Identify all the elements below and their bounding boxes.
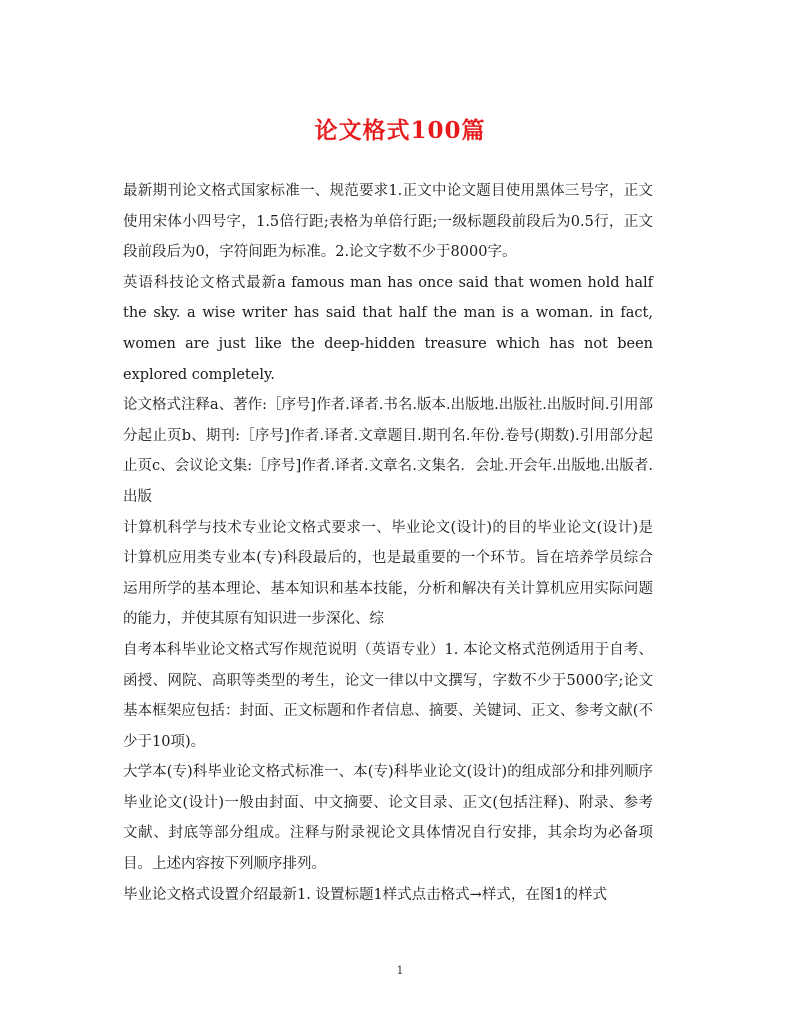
paragraph-self-study-format: 自考本科毕业论文格式写作规范说明（英语专业）1. 本论文格式范例适用于自考、函授、网院、高职等类型的考生，论文一律以中文撰写，字数不少于5000字;论文基本框架应包括：封面、正文标题和作者信息、摘要、关键词、正文、参考文献(不少于10项)。	[123, 641, 653, 750]
paragraph-cs-requirements: 计算机科学与技术专业论文格式要求一、毕业论文(设计)的目的毕业论文(设计)是计算机应用类专业本(专)科段最后的，也是最重要的一个环节。旨在培养学员综合运用所学的基本理论、基本知识和基本技能，分析和解决有关计算机应用实际问题的能力，并使其原有知识进一步深化、综	[123, 519, 653, 628]
page-number: 1	[396, 964, 404, 977]
paragraph-citation-format: 论文格式注释a、著作:［序号]作者.译者.书名.版本.出版地.出版社.出版时间.引用部分起止页b、期刊:［序号]作者.译者.文章题目.期刊名.年份.卷号(期数).引用部分起止页c、会议论文集:［序号]作者.译者.文章名.文集名．会址.开会年.出版地.出版者.出版	[123, 397, 653, 505]
paragraph-style-setup: 毕业论文格式设置介绍最新1. 设置标题1样式点击格式→样式，在图1的样式	[123, 886, 608, 903]
document-body	[123, 176, 653, 910]
paragraph-english-format: 英语科技论文格式最新a famous man has once said that women hold half the sky. a wise writer has said that half the man is a woman. in fact, women are just like the deep-hidden treasure which has not been explored completely.	[123, 274, 653, 383]
document-title: 论文格式100篇	[314, 117, 486, 144]
paragraph-journal-format: 最新期刊论文格式国家标准一、规范要求1.正文中论文题目使用黑体三号字，正文使用宋体小四号字，1.5倍行距;表格为单倍行距;一级标题段前段后为0.5行，正文段前段后为0，字符间距为标准。2.论文字数不少于8000字。	[123, 183, 653, 261]
paragraph-undergrad-standard: 大学本(专)科毕业论文格式标准一、本(专)科毕业论文(设计)的组成部分和排列顺序毕业论文(设计)一般由封面、中文摘要、论文目录、正文(包括注释)、附录、参考文献、封底等部分组成。注释与附录视论文具体情况自行安排，其余均为必备项目。上述内容按下列顺序排列。	[123, 764, 653, 873]
